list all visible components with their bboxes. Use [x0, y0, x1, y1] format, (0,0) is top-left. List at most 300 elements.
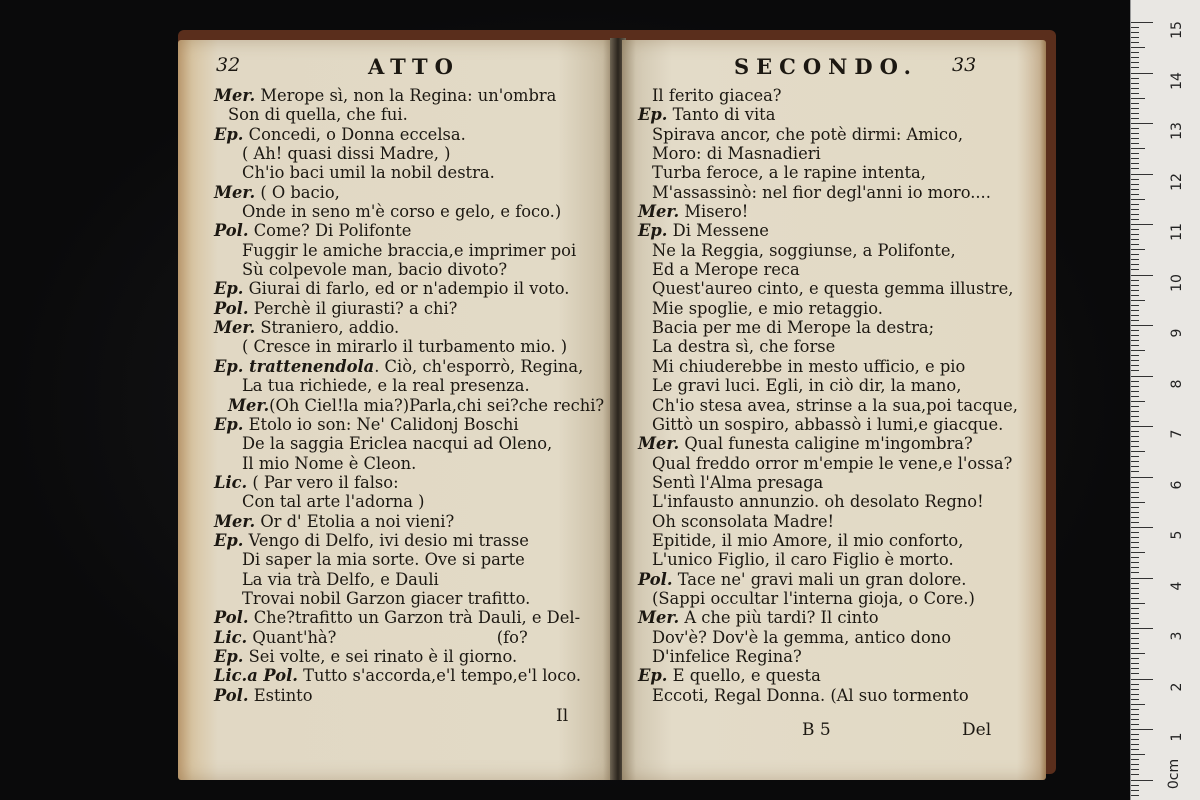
ruler-tick: [1131, 118, 1139, 119]
text-line: [638, 318, 1018, 337]
left-page: [178, 40, 614, 780]
ruler-tick: [1131, 426, 1153, 427]
verse-text: Vengo di Delfo, ivi desio mi trasse: [243, 530, 529, 550]
ruler-tick: [1131, 370, 1139, 371]
speaker-label: Mer.: [214, 86, 256, 105]
text-line: [214, 163, 604, 182]
ruler-label: 5: [1169, 530, 1185, 540]
ruler-tick: [1131, 67, 1139, 68]
verse-text: Ch'io baci umil la nobil destra.: [242, 163, 495, 183]
ruler-unit-label: 0cm: [1166, 758, 1183, 790]
ruler-tick: [1131, 128, 1139, 129]
verse-text: Etolo io son: Ne' Calidonj Boschi: [243, 414, 519, 434]
ruler-tick: [1131, 623, 1139, 624]
ruler-label: 2: [1169, 682, 1185, 691]
ruler-tick: [1131, 396, 1139, 397]
text-line: [214, 299, 604, 318]
ruler-tick: [1131, 749, 1139, 750]
ruler-tick: [1131, 557, 1139, 558]
ruler-tick: [1131, 658, 1139, 659]
ruler-label: 10: [1169, 273, 1185, 292]
ruler-tick: [1131, 174, 1153, 175]
text-line: [638, 512, 1018, 531]
ruler-tick: [1131, 194, 1139, 195]
ruler-tick: [1131, 613, 1139, 614]
verse-text: Fuggir le amiche braccia,e imprimer poi: [242, 240, 577, 260]
ruler-tick: [1131, 673, 1139, 674]
open-book: [172, 18, 1062, 778]
speaker-label: Pol.: [214, 685, 249, 705]
ruler-tick: [1131, 391, 1139, 392]
ruler-tick: [1131, 785, 1139, 786]
ruler-tick: [1131, 360, 1139, 361]
ruler-tick: [1131, 184, 1139, 185]
ruler-tick: [1131, 189, 1139, 190]
catchword: Del: [962, 720, 992, 740]
text-line: [638, 221, 1018, 240]
ruler-tick: [1131, 759, 1139, 760]
ruler-tick: [1131, 466, 1139, 467]
ruler-tick: [1131, 259, 1139, 260]
ruler-tick: [1131, 562, 1139, 563]
speaker-label: Ep.: [638, 666, 668, 686]
verse-text: Sù colpevole man, bacio divoto?: [242, 260, 508, 280]
text-line: [214, 183, 604, 202]
verse-text: Qual freddo orror m'empie le vene,e l'ossa?: [652, 453, 1013, 473]
ruler-tick: [1131, 552, 1145, 553]
signature-mark: B 5: [802, 720, 831, 740]
text-line: [214, 337, 604, 356]
speaker-label: Ep.: [214, 530, 244, 550]
ruler-tick: [1131, 603, 1145, 604]
text-line: [638, 550, 1018, 569]
ruler-label: 13: [1169, 122, 1185, 140]
right-page: [622, 40, 1046, 780]
ruler-tick: [1131, 598, 1139, 599]
ruler-label: 11: [1169, 223, 1185, 241]
ruler-tick: [1131, 330, 1139, 331]
text-line: [638, 589, 1018, 608]
text-line: [638, 86, 1018, 105]
ruler-tick: [1131, 446, 1139, 447]
text-line: [638, 337, 1018, 356]
ruler-tick: [1131, 108, 1139, 109]
text-line: [214, 105, 604, 124]
text-line: [214, 202, 604, 221]
text-line: [638, 241, 1018, 260]
verse-text: Spirava ancor, che potè dirmi: Amico,: [652, 124, 964, 144]
verse-text: Merope sì, non la Regina: un'ombra: [255, 86, 557, 105]
ruler-tick: [1131, 340, 1139, 341]
ruler-tick: [1131, 325, 1153, 326]
speaker-label: Ep.: [214, 124, 244, 144]
ruler-tick: [1131, 168, 1139, 169]
verse-text: Eccoti, Regal Donna. (Al suo tormento: [652, 685, 969, 705]
ruler-tick: [1131, 148, 1145, 149]
ruler-tick: [1131, 204, 1139, 205]
ruler-tick: [1131, 27, 1139, 28]
text-line: [214, 666, 604, 685]
ruler-tick: [1131, 275, 1153, 276]
ruler-tick: [1131, 689, 1139, 690]
ruler-tick: [1131, 310, 1139, 311]
ruler-tick: [1131, 421, 1139, 422]
text-line: [638, 454, 1018, 473]
ruler-tick: [1131, 608, 1139, 609]
text-line: [214, 570, 604, 589]
ruler-tick: [1131, 461, 1139, 462]
verse-text: Son di quella, che fui.: [228, 105, 408, 125]
ruler-tick: [1131, 492, 1139, 493]
ruler-tick: [1131, 456, 1139, 457]
speaker-label: Pol.: [214, 221, 249, 241]
ruler-tick: [1131, 290, 1139, 291]
ruler-tick: [1131, 572, 1139, 573]
verse-text: L'unico Figlio, il caro Figlio è morto.: [652, 550, 954, 570]
speaker-label: Ep. trattenendola: [214, 356, 375, 376]
ruler-tick: [1131, 769, 1139, 770]
speaker-label: Ep.: [638, 221, 668, 241]
verse-text: Come? Di Polifonte: [248, 221, 412, 241]
ruler-tick: [1131, 451, 1145, 452]
ruler-tick: [1131, 719, 1139, 720]
speaker-label: Lic.: [214, 627, 248, 647]
speaker-label: Ep.: [214, 279, 244, 299]
ruler-tick: [1131, 653, 1145, 654]
verse-text: Giurai di farlo, ed or n'adempio il voto.: [243, 279, 570, 299]
ruler-tick: [1131, 138, 1139, 139]
text-line: [214, 628, 604, 647]
text-line: [214, 531, 604, 550]
text-line: [214, 86, 604, 105]
verse-text: A che più tardi? Il cinto: [679, 608, 879, 628]
text-line: [638, 608, 1018, 627]
ruler-tick: [1131, 588, 1139, 589]
ruler-tick: [1131, 522, 1139, 523]
ruler-label: 9: [1169, 328, 1185, 338]
ruler-tick: [1131, 93, 1139, 94]
ruler-tick: [1131, 517, 1139, 518]
verse-text: Bacia per me di Merope la destra;: [652, 318, 935, 338]
text-line: [638, 144, 1018, 163]
ruler-tick: [1131, 643, 1139, 644]
ruler-tick: [1131, 355, 1139, 356]
ruler-tick: [1131, 663, 1139, 664]
ruler-tick: [1131, 648, 1139, 649]
verse-text: Oh sconsolata Madre!: [652, 511, 835, 531]
speaker-label: Mer.: [638, 434, 680, 454]
verse-text: Che?trafitto un Garzon trà Dauli, e Del-: [248, 608, 581, 628]
ruler-tick: [1131, 239, 1139, 240]
text-line: [214, 396, 604, 415]
ruler-tick: [1131, 790, 1139, 791]
ruler-tick: [1131, 774, 1139, 775]
ruler-tick: [1131, 376, 1153, 377]
text-line: [214, 415, 604, 434]
verse-text: Onde in seno m'è corso e gelo, e foco.): [242, 202, 562, 222]
ruler-tick: [1131, 320, 1139, 321]
ruler-tick: [1131, 471, 1139, 472]
verse-text: L'infausto annunzio. oh desolato Regno!: [652, 492, 984, 512]
ruler-tick: [1131, 537, 1139, 538]
verse-text: Gittò un sospiro, abbassò i lumi,e giacque.: [652, 414, 1004, 434]
verse-text: La via trà Delfo, e Dauli: [242, 569, 439, 589]
text-line: [638, 299, 1018, 318]
ruler-tick: [1131, 219, 1139, 220]
ruler-label: 4: [1169, 581, 1185, 590]
ruler-tick: [1131, 386, 1139, 387]
text-line: [638, 125, 1018, 144]
verse-text: Le gravi luci. Egli, in ciò dir, la mano,: [652, 376, 962, 396]
ruler-tick: [1131, 593, 1139, 594]
ruler-tick: [1131, 103, 1139, 104]
ruler-tick: [1131, 22, 1153, 23]
verse-text: Moro: di Masnadieri: [652, 144, 821, 164]
ruler-tick: [1131, 254, 1139, 255]
ruler-tick: [1131, 628, 1153, 629]
ruler-tick: [1131, 83, 1139, 84]
speaker-label: Pol.: [638, 569, 673, 589]
ruler-tick: [1131, 62, 1139, 63]
verse-text: Perchè il giurasti? a chi?: [248, 298, 458, 318]
verse-text: Ch'io stesa avea, strinse a la sua,poi tacque,: [652, 395, 1018, 415]
text-line: [214, 686, 604, 705]
verse-text: Trovai nobil Garzon giacer trafitto.: [242, 588, 531, 608]
ruler-tick: [1131, 431, 1139, 432]
ruler-tick: [1131, 98, 1145, 99]
ruler-tick: [1131, 684, 1139, 685]
ruler-tick: [1131, 285, 1139, 286]
verse-text: Di saper la mia sorte. Ove si parte: [242, 550, 525, 570]
text-line: [638, 628, 1018, 647]
ruler-tick: [1131, 734, 1139, 735]
text-line: [214, 221, 604, 240]
text-line: [638, 473, 1018, 492]
verse-text: E quello, e questa: [667, 666, 821, 686]
ruler-tick: [1131, 542, 1139, 543]
text-line: [214, 260, 604, 279]
ruler-tick: [1131, 477, 1153, 478]
ruler-tick: [1131, 345, 1139, 346]
verse-text: D'infelice Regina?: [652, 646, 802, 666]
verse-text: La destra sì, che forse: [652, 337, 836, 357]
ruler-label: 12: [1169, 172, 1185, 191]
text-line: [214, 125, 604, 144]
ruler-tick: [1131, 305, 1139, 306]
verse-text: De la saggia Ericlea nacqui ad Oleno,: [242, 434, 553, 454]
text-line: [214, 279, 604, 298]
ruler-tick: [1131, 527, 1153, 528]
ruler-tick: [1131, 714, 1139, 715]
verse-text: Estinto: [248, 685, 313, 705]
verse-text: Turba feroce, a le rapine intenta,: [652, 163, 926, 183]
ruler-label: 1: [1169, 732, 1185, 742]
ruler-tick: [1131, 441, 1139, 442]
verse-text: Il ferito giacea?: [652, 86, 782, 105]
ruler-tick: [1131, 532, 1139, 533]
ruler-tick: [1131, 699, 1139, 700]
text-line: [638, 163, 1018, 182]
ruler-label: 15: [1169, 21, 1185, 39]
text-line: [638, 531, 1018, 550]
ruler-tick: [1131, 73, 1153, 74]
ruler-tick: [1131, 264, 1139, 265]
text-line: [638, 686, 1018, 705]
text-line: [214, 144, 604, 163]
verse-text: Epitide, il mio Amore, il mio conforto,: [652, 530, 964, 550]
ruler-tick: [1131, 633, 1139, 634]
ruler-tick: [1131, 754, 1145, 755]
text-line: [638, 434, 1018, 453]
ruler-tick: [1131, 32, 1139, 33]
ruler-tick: [1131, 133, 1139, 134]
ruler-tick: [1131, 704, 1145, 705]
verse-text: Sentì l'Alma presaga: [652, 472, 824, 492]
ruler-tick: [1131, 502, 1145, 503]
ruler-tick: [1131, 381, 1139, 382]
speaker-label: Mer.: [214, 511, 256, 531]
speaker-label: Mer.: [638, 608, 680, 628]
verse-text: Sei volte, e sei rinato è il giorno.: [243, 646, 518, 666]
ruler-tick: [1131, 497, 1139, 498]
text-line: [214, 550, 604, 569]
ruler-tick: [1131, 416, 1139, 417]
text-line: [638, 666, 1018, 685]
verse-text: ( O bacio,: [255, 182, 340, 202]
ruler-label: 7: [1169, 429, 1185, 439]
text-line: [638, 357, 1018, 376]
ruler-tick: [1131, 209, 1139, 210]
verse-text: Con tal arte l'adorna ): [242, 492, 425, 512]
verse-text: (Oh Ciel!la mia?)Parla,chi sei?che rechi?: [269, 395, 605, 415]
ruler-tick: [1131, 143, 1139, 144]
text-line: [214, 492, 604, 511]
ruler-tick: [1131, 365, 1139, 366]
ruler-tick: [1131, 512, 1139, 513]
ruler-label: 14: [1169, 71, 1185, 90]
verse-text: Di Messene: [667, 221, 769, 241]
verse-text: Concedi, o Donna eccelsa.: [243, 124, 466, 144]
text-line: [638, 647, 1018, 666]
speaker-label: Lic.: [214, 472, 248, 492]
text-line: [214, 434, 604, 453]
ruler-tick: [1131, 78, 1139, 79]
ruler-tick: [1131, 744, 1139, 745]
text-line: [638, 183, 1018, 202]
verse-text: . Ciò, ch'esporrò, Regina,: [374, 356, 584, 376]
ruler-label: 6: [1169, 480, 1185, 489]
ruler-tick: [1131, 335, 1139, 336]
speaker-label: Pol.: [214, 298, 249, 318]
text-line: [638, 279, 1018, 298]
ruler-tick: [1131, 224, 1153, 225]
speaker-label: Ep.: [638, 105, 668, 125]
verse-text: Mie spoglie, e mio retaggio.: [652, 298, 883, 318]
ruler-label: 3: [1169, 631, 1185, 641]
ruler-tick: [1131, 295, 1139, 296]
ruler-tick: [1131, 436, 1139, 437]
speaker-label: Ep.: [214, 646, 244, 666]
ruler-tick: [1131, 244, 1139, 245]
ruler-tick: [1131, 583, 1139, 584]
speaker-label: Mer.: [214, 182, 256, 202]
ruler-tick: [1131, 507, 1139, 508]
text-line: [214, 473, 604, 492]
text-block: [214, 86, 604, 705]
text-line: [214, 512, 604, 531]
verse-text: Mi chiuderebbe in mesto ufficio, e pio: [652, 356, 966, 376]
verse-text: Misero!: [679, 202, 749, 222]
ruler-tick: [1131, 406, 1139, 407]
ruler-tick: [1131, 234, 1139, 235]
text-line: [638, 492, 1018, 511]
verse-text: Quest'aureo cinto, e questa gemma illustre,: [652, 279, 1014, 299]
verse-text: M'assassinò: nel fior degl'anni io moro....: [652, 182, 991, 202]
ruler-tick: [1131, 249, 1145, 250]
text-line: [214, 608, 604, 627]
text-line: [214, 647, 604, 666]
text-line: [214, 454, 604, 473]
ruler-tick: [1131, 315, 1139, 316]
text-line: [638, 376, 1018, 395]
ruler-tick: [1131, 411, 1139, 412]
speaker-label: Lic.a Pol.: [214, 666, 298, 686]
text-line: [638, 105, 1018, 124]
ruler-tick: [1131, 52, 1139, 53]
ruler-tick: [1131, 668, 1139, 669]
catchword: Il: [556, 706, 569, 726]
text-line: [638, 202, 1018, 221]
ruler-tick: [1131, 401, 1145, 402]
page-number: 33: [952, 54, 977, 76]
verse-text: Ed a Merope reca: [652, 260, 800, 280]
speaker-label: Mer.: [228, 395, 270, 415]
ruler-tick: [1131, 37, 1139, 38]
text-line: [638, 260, 1018, 279]
speaker-label: Mer.: [214, 318, 256, 338]
verse-text: Straniero, addio.: [255, 318, 400, 338]
ruler-tick: [1131, 578, 1153, 579]
ruler-tick: [1131, 300, 1145, 301]
ruler-tick: [1131, 269, 1139, 270]
ruler-tick: [1131, 679, 1153, 680]
text-line: [638, 396, 1018, 415]
running-header: ATTO: [368, 54, 460, 79]
ruler-tick: [1131, 153, 1139, 154]
ruler-tick: [1131, 179, 1139, 180]
ruler-tick: [1131, 482, 1139, 483]
verse-text: Or d' Etolia a noi vieni?: [255, 511, 455, 531]
text-line: [638, 570, 1018, 589]
ruler-tick: [1131, 795, 1139, 796]
speaker-label: Ep.: [214, 414, 244, 434]
ruler-tick: [1131, 47, 1145, 48]
measurement-ruler: [1130, 0, 1200, 800]
ruler-tick: [1131, 42, 1139, 43]
verse-text: Il mio Nome è Cleon.: [242, 453, 417, 473]
running-header: SECONDO.: [734, 54, 918, 79]
verse-text: Ne la Reggia, soggiunse, a Polifonte,: [652, 240, 956, 260]
text-line: [214, 318, 604, 337]
ruler-tick: [1131, 88, 1139, 89]
verse-text: ( Ah! quasi dissi Madre, ): [242, 144, 451, 164]
ruler-tick: [1131, 229, 1139, 230]
ruler-tick: [1131, 729, 1153, 730]
text-line: [214, 241, 604, 260]
ruler-tick: [1131, 350, 1145, 351]
verse-text: ( Cresce in mirarlo il turbamento mio. ): [242, 337, 568, 357]
ruler-tick: [1131, 739, 1139, 740]
